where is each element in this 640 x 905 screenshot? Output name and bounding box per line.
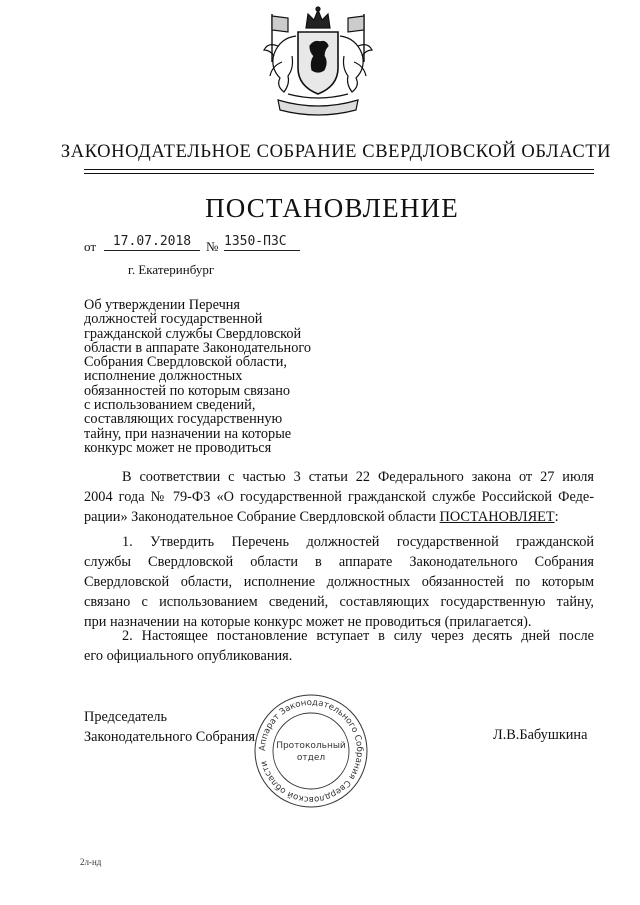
subject-line: тайну, при назначении на которые: [84, 425, 292, 442]
subject-block: [84, 298, 354, 455]
item-2-line: 2. Настоящее постановление вступает в силу через десять дней после: [122, 628, 594, 644]
stamp-center-line: отдел: [296, 753, 326, 763]
decree-word: ПОСТАНОВЛЯЕТ: [439, 509, 555, 525]
subject-line: исполнение должностных: [84, 368, 243, 385]
decree-colon: :: [554, 509, 559, 525]
subject-line: с использованием сведений,: [84, 397, 256, 414]
item-1-line: Свердловской области, исполнение должностных обязанностей по которым: [84, 574, 594, 590]
round-stamp: [252, 692, 370, 810]
intro-paragraph: [84, 467, 594, 527]
signatory-title-line: Председатель: [84, 709, 168, 725]
subject-line: Об утверждении Перечня: [84, 297, 240, 313]
item-1-line: связано с использованием сведений, составляющих государственную тайну,: [84, 594, 594, 610]
footer-code: 2л-нд: [80, 857, 102, 867]
document-type-title: ПОСТАНОВЛЕНИЕ: [205, 193, 459, 223]
subject-line: гражданской службы Свердловской: [84, 325, 302, 342]
coat-of-arms-emblem: [258, 6, 378, 124]
item-2-line: его официального опубликования.: [84, 648, 293, 664]
item-1-line: 1. Утвердить Перечень должностей государственной гражданской: [122, 534, 594, 550]
stamp-ring-text: Аппарат Законодательного Собрания Свердловской области: [257, 697, 365, 805]
item-1-line: службы Свердловской области в аппарате Законодательного Собрания: [84, 554, 594, 570]
document-date: 17.07.2018: [104, 234, 200, 251]
number-prefix: №: [206, 239, 219, 254]
subject-line: конкурс может не проводиться: [84, 439, 272, 456]
item-1-paragraph: [84, 532, 594, 632]
intro-line: В соответствии с частью 3 статьи 22 Федерального закона от 27 июля: [122, 469, 594, 485]
organization-name: ЗАКОНОДАТЕЛЬНОЕ СОБРАНИЕ СВЕРДЛОВСКОЙ ОБЛАСТИ: [60, 142, 612, 162]
item-2-paragraph: [84, 626, 594, 666]
header-rule-thin: [84, 173, 594, 174]
subject-line: области в аппарате Законодательного: [84, 339, 312, 356]
header-rule-thick: [84, 169, 594, 170]
intro-line: рации» Законодательное Собрание Свердловской области: [84, 509, 440, 525]
date-prefix: от: [84, 239, 97, 254]
subject-line: Собрания Свердловской области,: [84, 354, 287, 371]
city-label: г. Екатеринбург: [128, 262, 215, 277]
subject-line: обязанностей по которым связано: [84, 382, 291, 399]
item-1-line: при назначении на которые конкурс может не проводиться (прилагается).: [84, 614, 532, 630]
intro-line: 2004 года № 79-ФЗ «О государственной гражданской службе Российской Феде-: [84, 489, 594, 505]
signatory-name: Л.В.Бабушкина: [493, 727, 588, 743]
document-number: 1350-ПЗС: [224, 234, 300, 251]
signatory-title-line: Законодательного Собрания: [84, 729, 256, 745]
subject-line: составляющих государственную: [84, 411, 283, 428]
signatory-title: [84, 707, 255, 747]
subject-line: должностей государственной: [84, 311, 263, 328]
stamp-center-line: Протокольный: [276, 741, 346, 751]
intro-line-last: [84, 507, 594, 527]
